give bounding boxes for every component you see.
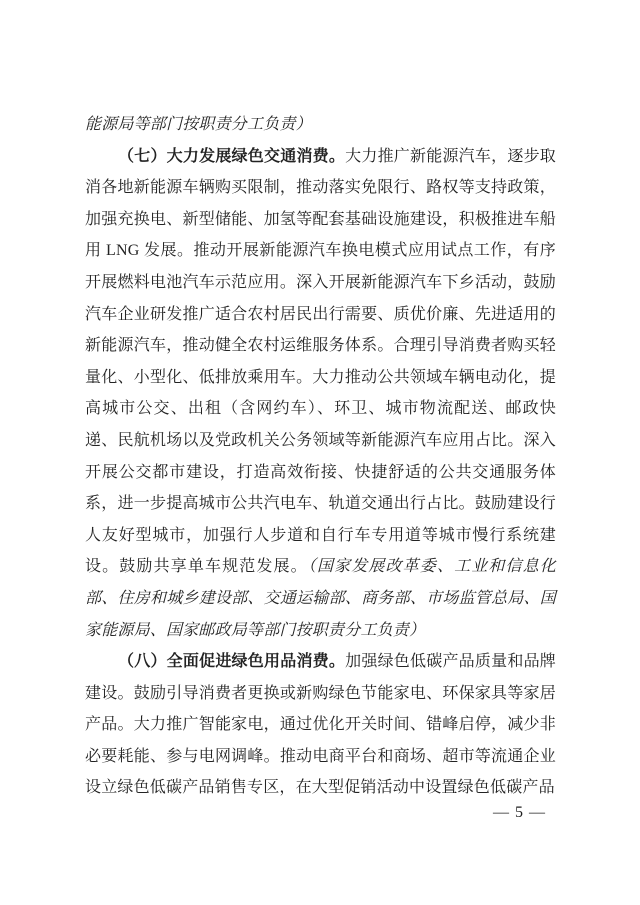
document-body bbox=[85, 109, 556, 804]
paragraph-section-8 bbox=[85, 646, 556, 804]
paragraph-section-7 bbox=[85, 141, 556, 647]
section-8-heading: （八）全面促进绿色用品消费。 bbox=[118, 653, 346, 671]
page-number: — 5 — bbox=[493, 804, 546, 821]
section-8-body: 加强绿色低碳产品质量和品牌建设。鼓励引导消费者更换或新购绿色节能家电、环保家具等家居产品。大力推广智能家电，通过优化开关时间、错峰启停，减少非必要耗能、参与电网调峰。推动电商平台和商场、超市等流通企业设立绿色低碳产品销售专区，在大型促销活动中设置绿色低碳产品 bbox=[85, 653, 556, 797]
paragraph-attribution-continuation: 能源局等部门按职责分工负责） bbox=[85, 116, 312, 133]
section-7-attribution: （国家发展改革委、工业和信息化部、住房和城乡建设部、交通运输部、商务部、市场监管总局、国家能源局、国家邮政局等部门按职责分工负责） bbox=[85, 558, 556, 639]
section-7-heading: （七）大力发展绿色交通消费。 bbox=[118, 147, 346, 165]
section-7-body: 大力推广新能源汽车，逐步取消各地新能源车辆购买限制，推动落实免限行、路权等支持政策，加强充换电、新型储能、加氢等配套基础设施建设，积极推进车船用 LNG 发展。推动开展新能源汽车换电模式应用试点工作，有序开展燃料电池汽车示范应用。深入开展新能源汽车下乡活动，鼓励汽车企业研发推广适合农村居民出行需要、质优价廉、先进适用的新能源汽车，推动健全农村运维服务体系。合理引导消费者购买轻量化、小型化、低排放乘用车。大力推动公共领域车辆电动化，提高城市公交、出租（含网约车）、环卫、城市物流配送、邮政快递、民航机场以及党政机关公务领域等新能源汽车应用占比。深入开展公交都市建设，打造高效衔接、快捷舒适的公共交通服务体系，进一步提高城市公共汽电车、轨道交通出行占比。鼓励建设行人友好型城市，加强行人步道和自行车专用道等城市慢行系统建设。鼓励共享单车规范发展。 bbox=[85, 147, 556, 576]
